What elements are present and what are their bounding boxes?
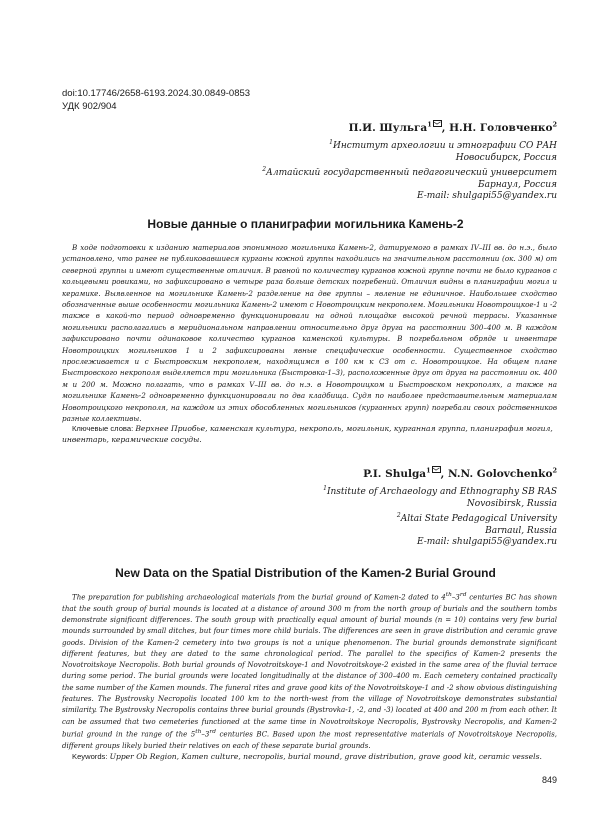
abstract-ru: В ходе подготовки к изданию материалов эпонимного могильника Камень-2, датируемого в рамках IV–III вв. до н.э., было установлено, что ранее не публиковавшиеся курганы южной группы находились на значительном расстоянии (ок. 300 м) от северной группы и имеют существенные отличия. В равной по количеству курганов южной группе почти не было курганов с кольцевыми ровиками, но зафиксировано в четыре раза больше детских погребений. Отличия видны в планиграфии могил и керамике. Выявленное на могильнике Камень-2 разделение на две группы – явление не единичное. Наибольшее сходство обозначенные выше особенности могильника Камень-2 имеют с Новотроицким некрополем. Могильники Новотроицкое-1 и -2 также в какой-то период одновременно функционировали на одной площадке высокой речной террасы. Указанные могильники располагались в меридиональном направлении относительно друг друга на расстоянии 300–400 м. В каждом зафиксировано почти одинаковое количество курганов каменской культуры. В погребальном обряде и инвентаре Новотроицких могильников 1 и 2 зафиксированы явные специфические особенности. Существенное сходство прослеживается и с Быстровским некрополем, находящимся в 100 км к СЗ от с. Новотроицкое. На общем плане Быстровского некрополя выделяется три могильника (Быстровка-1–3), расположенные друг от друга на расстоянии ок. 400 м и 200 м. Можно полагать, что в рамках V–III вв. до н.э. в Новотроицком и Быстровском некрополях, а также на могильнике Камень-2 одновременно функционировали по два кладбища. Судя по наиболее представительным материалам Новотроицкого некрополя, на каждом из этих обособленных могильников (курганных групп) погребали своих родственников разные коллективы. <box>62 243 557 424</box>
authors-en <box>363 466 557 480</box>
author-golovchenko-en: N.N. Golovchenko <box>447 468 553 480</box>
affil-ref-2: 2 <box>552 120 557 129</box>
keywords-text-ru: Верхнее Приобье, каменская культура, некрополь, могильник, курганная группа, планиграфия могил, инвентарь, керамические сосуды. <box>62 424 553 445</box>
abstract-en: The preparation for publishing archaeological materials from the burial ground of Kamen-2 dated to 4th–3rd centuries BC has shown that the south group of burial mounds is located at a distance of around 300 m from the north group of burials and the southern tombs demonstrate significant differences. The south group with practically equal amount of burial mounds (n = 10) contains very few burial mounds surrounded by small ditches, but four times more child burials. The differences are seen in grave distribution and ceramic grave goods. Division of the Kamen-2 cemetery into two groups is not a unique phenomenon. The burial grounds demonstrate significant different features, but they are dated to the same chronological period. The parallel to the specifics of Kamen-2 presents the Novotroitskoye Necropolis. Both burial grounds of Novotroitskoye-1 and Novotroitskoye-2 existed in the same area of the fluvial terrace during some period. The burial grounds were located longitudinally at the distance of 300–400 m. Each cemetery contained practically the same number of the Kamen mounds. The funeral rites and grave good kits of the Novotroitskoye-1 and -2 show obvious distinguishing features. The Bystrovsky Necropolis located 100 km to the north-west from the village of Novotroitskoye demonstrates substantial similarity. The Bystrovsky Necropolis contains three burial grounds (Bystrovka-1, -2, and -3) located at 400 and 200 m from each other. It can be assumed that two cemeteries functioned at the same time in Novotroitskoye Necropolis, Bystrovsky Necropolis, and Kamen-2 burial ground in the range of the 5th–3rd centuries BC. Based upon the most representative materials of Novotroitskoye Necropolis, different groups likely buried their relatives on each of these separate burial grounds. <box>62 592 558 750</box>
author-separator: , <box>441 122 450 134</box>
envelope-icon[interactable] <box>432 466 441 473</box>
page-number: 849 <box>541 775 557 785</box>
article-title-en: New Data on the Spatial Distribution of the Kamen-2 Burial Ground <box>115 566 496 580</box>
affiliation-2-city-en: Barnaul, Russia <box>485 525 557 536</box>
affiliation-1-en: $^1$Institute of Archaeology and Ethnography SB RAS <box>323 485 557 497</box>
authors-ru <box>349 120 557 134</box>
affiliation-1-city-ru: Новосибирск, Россия <box>455 152 557 163</box>
doi[interactable]: doi:10.17746/2658-6193.2024.30.0849-0853 <box>62 88 251 99</box>
author-shulga-en: P.I. Shulga <box>363 468 427 480</box>
article-title-ru: Новые данные о планиграфии могильника Камень-2 <box>147 217 464 231</box>
author-separator-en: , <box>440 468 448 480</box>
affiliation-2-city-ru: Барнаул, Россия <box>477 179 557 190</box>
keywords-text-en: Upper Ob Region, Kamen culture, necropolis, burial mound, grave distribution, grave good kit, ceramic vessels. <box>109 752 542 761</box>
affiliations-ru <box>262 137 557 203</box>
affiliations-en <box>323 483 557 549</box>
udk-code: УДК 902/904 <box>62 101 117 112</box>
keywords-ru <box>62 423 557 446</box>
affiliation-1-city-en: Novosibirsk, Russia <box>466 498 557 509</box>
affiliation-2-en: $^2$Altai State Pedagogical University <box>396 512 557 525</box>
keywords-label-en: Keywords: <box>72 752 110 761</box>
keywords-label-ru: Ключевые слова: <box>72 424 136 433</box>
keywords-en <box>62 751 557 762</box>
author-golovchenko-ru: Н.Н. Головченко <box>449 122 553 134</box>
affiliation-2-ru: $^2$Алтайский государственный педагогический университет <box>262 166 557 179</box>
author-shulga-ru: П.И. Шульга <box>348 122 428 134</box>
envelope-icon[interactable] <box>433 120 442 127</box>
email-ru[interactable]: E-mail: shulgapi55@yandex.ru <box>416 191 557 202</box>
article-meta <box>62 87 250 113</box>
affil-ref-1: 1 <box>427 120 432 129</box>
affil-ref-2-en: 2 <box>552 466 557 475</box>
affil-ref-1-en: 1 <box>426 466 431 475</box>
affiliation-1-ru: $^1$Институт археологии и этнографии СО РАН <box>329 139 557 151</box>
email-en[interactable]: E-mail: shulgapi55@yandex.ru <box>416 537 557 548</box>
